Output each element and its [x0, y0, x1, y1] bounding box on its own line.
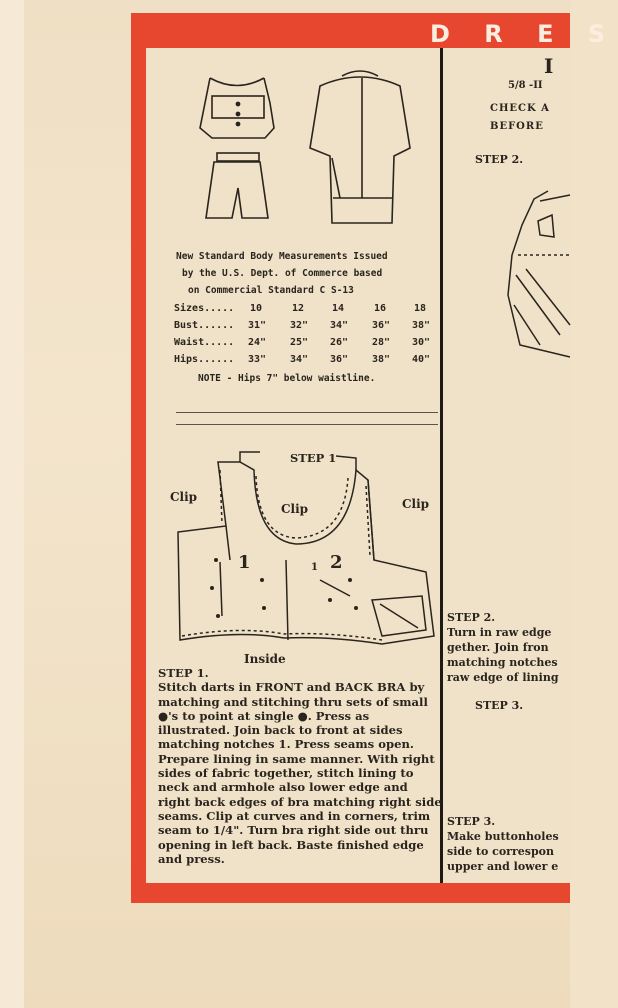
front-view-sketch — [200, 78, 274, 218]
row-label: Waist..... — [174, 337, 235, 348]
row-label: Sizes..... — [174, 303, 235, 314]
cell: 34" — [290, 354, 309, 365]
cell: 12 — [292, 303, 305, 314]
step3-line: upper and lower e — [447, 860, 559, 873]
paper-margin — [0, 0, 24, 1008]
step1-diagram — [160, 440, 440, 662]
garment-sketches — [170, 58, 440, 238]
measurement-row-waist — [174, 337, 444, 351]
cell: 14 — [332, 303, 345, 314]
cell: 38" — [372, 354, 391, 365]
step1-instructions — [158, 666, 443, 866]
cell: 18 — [414, 303, 427, 314]
step2-line: gether. Join fron — [447, 641, 549, 654]
cell: 36" — [372, 320, 391, 331]
measurement-note: NOTE - Hips 7" below waistline. — [198, 373, 376, 384]
step2-line: matching notches — [447, 656, 558, 669]
cell: 26" — [330, 337, 349, 348]
cell: 40" — [412, 354, 431, 365]
cell: 10 — [250, 303, 263, 314]
measurement-row-bust — [174, 320, 444, 334]
piece-number-1: 1 — [238, 552, 251, 573]
step3-title: STEP 3. — [447, 815, 496, 828]
divider-rule — [176, 424, 438, 425]
cell: 33" — [248, 354, 267, 365]
right-column-initial: I — [544, 54, 554, 78]
cell: 24" — [248, 337, 267, 348]
divider-rule — [176, 412, 438, 413]
step3-heading: STEP 3. — [475, 699, 524, 712]
measurement-intro-line: by the U.S. Dept. of Commerce based — [182, 268, 383, 279]
right-column-fraction: 5/8 -II — [508, 80, 543, 91]
step3-line: side to correspon — [447, 845, 554, 858]
step1-title: STEP 1. — [158, 666, 209, 680]
step1-text: Stitch darts in FRONT and BACK BRA by matching and stitching thru sets of small ●'s to point at single ●. Press as illustrated. Join back to front at sides matching notches 1. Press seams open. Prepare lining in same manner. With right sides of fabric together, stitch lining to neck and armhole also lower edge and right back edges of bra matching right side seams. Clip at curves and in corners, trim seam to 1/4". Turn bra right side out thru opening in left back. Baste finished edge and press. — [158, 680, 442, 866]
cell: 32" — [290, 320, 309, 331]
cell: 16 — [374, 303, 387, 314]
row-label: Hips...... — [174, 354, 235, 365]
step2-title: STEP 2. — [447, 611, 496, 624]
inside-label: Inside — [244, 652, 286, 666]
check-line-1: CHECK A — [490, 103, 550, 114]
cell: 36" — [330, 354, 349, 365]
step2-line: Turn in raw edge — [447, 626, 552, 639]
cell: 28" — [372, 337, 391, 348]
measurement-intro-line: on Commercial Standard C S-13 — [188, 285, 354, 296]
piece-number-2: 2 — [330, 552, 343, 573]
header-title: D R E S — [430, 20, 618, 48]
clip-label-center: Clip — [281, 502, 309, 516]
cell: 34" — [330, 320, 349, 331]
notch-number: 1 — [311, 562, 318, 573]
cell: 30" — [412, 337, 431, 348]
check-line-2: BEFORE — [490, 121, 544, 132]
cell: 38" — [412, 320, 431, 331]
back-view-sketch — [310, 71, 410, 223]
step2-heading: STEP 2. — [475, 153, 524, 166]
measurement-row-sizes — [174, 303, 444, 317]
step3-line: Make buttonholes — [447, 830, 559, 843]
step2-sketch — [500, 185, 570, 365]
cell: 25" — [290, 337, 309, 348]
clip-label-right: Clip — [402, 497, 430, 511]
measurement-row-hips — [174, 354, 444, 368]
row-label: Bust...... — [174, 320, 235, 331]
step2-line: raw edge of lining — [447, 671, 559, 684]
measurement-intro-line: New Standard Body Measurements Issued — [176, 251, 388, 262]
clip-label-left: Clip — [170, 490, 198, 504]
cell: 31" — [248, 320, 267, 331]
diagram-step-label: STEP 1 — [290, 451, 337, 465]
